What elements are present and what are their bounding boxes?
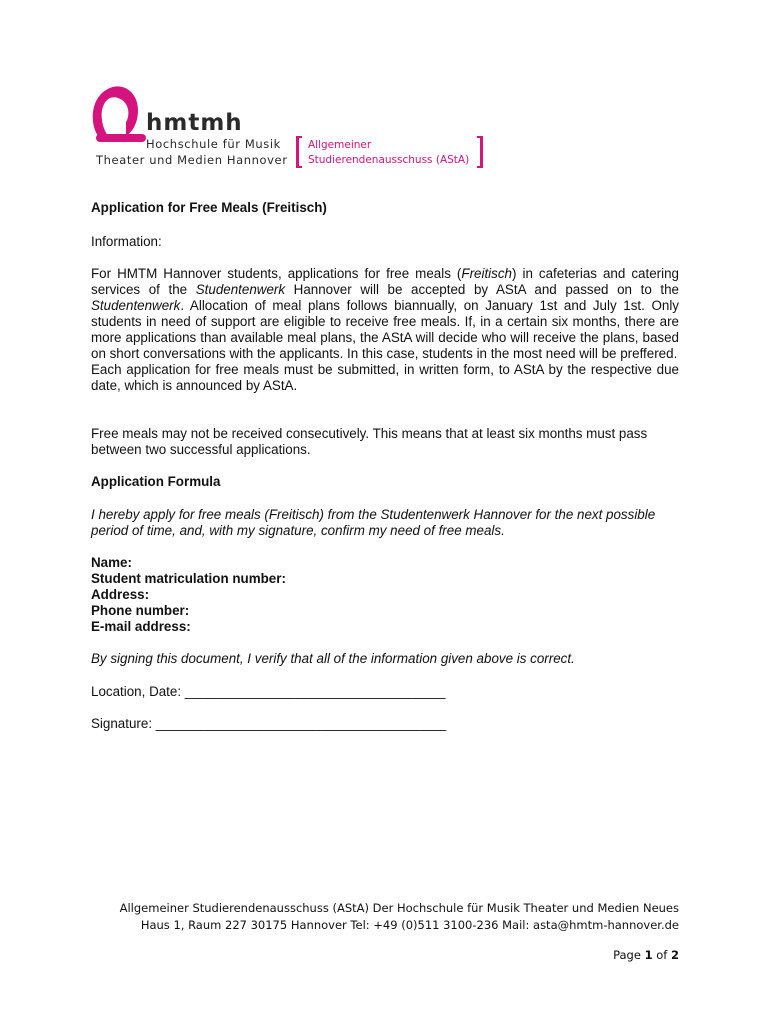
field-email[interactable]: E-mail address: xyxy=(91,619,191,634)
para-italic: Studentenwerk xyxy=(195,282,286,297)
information-label: Information: xyxy=(91,234,162,249)
logo-line-theater: Theater und Medien Hannover xyxy=(96,153,288,167)
hmtmh-logo xyxy=(88,84,488,174)
para-italic: Freitisch xyxy=(461,266,512,281)
para-italic: Studentenwerk xyxy=(91,298,181,313)
para-text: . Allocation of meal plans follows biannually, on January 1st and July 1st. Only students in need of support are eligible to receive free meals. If, in a certain six months, there are more applications than available meal plans, the AStA will decide who will receive the plans, based on short conversations with the applicants. In this case, students in the most need will be preffered. xyxy=(91,298,679,361)
asta-line-2: Studierendenausschuss (AStA) xyxy=(308,154,470,166)
hmtmh-logo-mark-icon xyxy=(88,84,148,144)
formula-heading: Application Formula xyxy=(91,474,221,489)
verify-statement: By signing this document, I verify that all of the information given above is correct. xyxy=(91,651,575,666)
page-of: of xyxy=(656,948,668,962)
field-matriculation[interactable]: Student matriculation number: xyxy=(91,571,286,586)
field-name[interactable]: Name: xyxy=(91,555,132,570)
apply-statement: I hereby apply for free meals (Freitisch) from the Studentenwerk Hannover for the next possible period of time, and, with my signature, confirm my need of free meals. xyxy=(91,507,656,538)
field-phone[interactable]: Phone number: xyxy=(91,603,190,618)
logo-wordmark: hmtmh xyxy=(146,110,243,136)
applicant-fields xyxy=(91,555,286,635)
logo-line-music: Hochschule für Musik xyxy=(146,137,281,151)
information-paragraph xyxy=(91,266,679,394)
asta-bracket-left xyxy=(296,136,299,168)
para-text: For HMTM Hannover students, applications for free meals ( xyxy=(91,266,462,281)
location-date-field[interactable]: Location, Date: ___________________________________ xyxy=(91,684,446,699)
para-text: Each application for free meals must be submitted, in written form, to AStA by the respective due date, which is announced by AStA. xyxy=(91,362,679,393)
field-address[interactable]: Address: xyxy=(91,587,150,602)
signature-field[interactable]: Signature: _______________________________________ xyxy=(91,716,447,731)
document-title: Application for Free Meals (Freitisch) xyxy=(91,200,327,215)
asta-label xyxy=(308,138,469,168)
page-number xyxy=(613,948,679,962)
consecutive-paragraph: Free meals may not be received consecutively. This means that at least six months must pass between two successful applications. xyxy=(91,426,648,457)
footer xyxy=(100,900,679,934)
footer-line-2: Haus 1, Raum 227 30175 Hannover Tel: +49 (0)511 3100-236 Mail: asta@hmtm-hannover.de xyxy=(140,918,679,932)
asta-line-1: Allgemeiner xyxy=(308,139,372,151)
para-text: ) in cafeterias and catering services of the xyxy=(91,266,679,297)
page-total: 2 xyxy=(670,948,679,962)
asta-bracket-right xyxy=(480,136,483,168)
page-word: Page xyxy=(613,948,641,962)
footer-line-1: Allgemeiner Studierendenausschuss (AStA) Der Hochschule für Musik Theater und Medien Neues xyxy=(119,901,679,915)
page-current: 1 xyxy=(644,948,653,962)
para-text: Hannover will be accepted by AStA and passed on to the xyxy=(285,282,679,297)
